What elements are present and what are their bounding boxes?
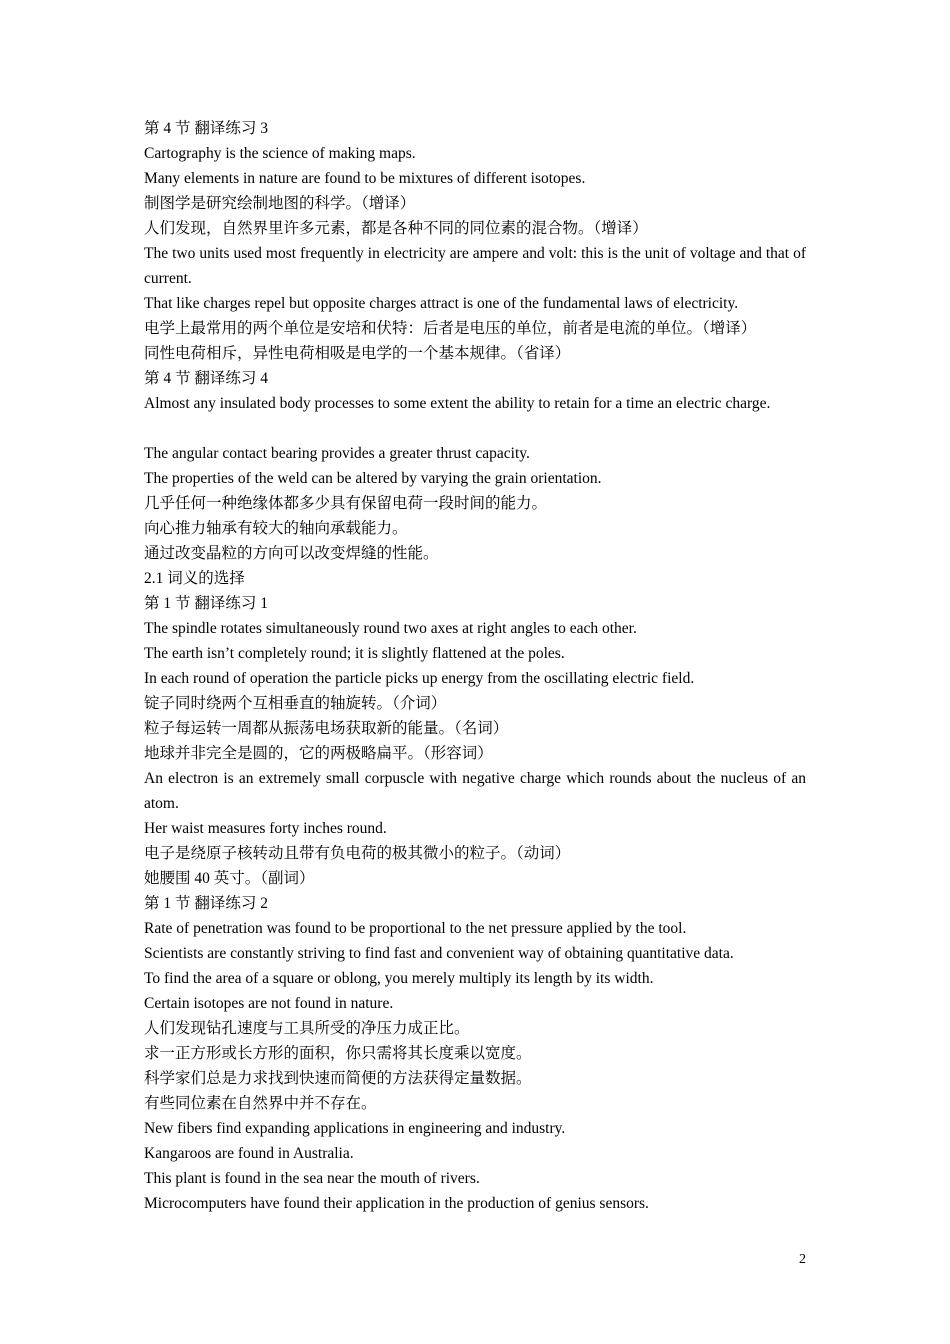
english-sentence: To find the area of a square or oblong, you merely multiply its length by its width. xyxy=(144,970,654,987)
chinese-translation: 锭子同时绕两个互相垂直的轴旋转。（介词） xyxy=(144,695,447,712)
chinese-translation: 几乎任何一种绝缘体都多少具有保留电荷一段时间的能力。 xyxy=(144,495,548,512)
english-sentence: That like charges repel but opposite charges attract is one of the fundamental laws of electricity. xyxy=(144,295,739,312)
english-sentence: The angular contact bearing provides a greater thrust capacity. xyxy=(144,445,530,462)
chinese-translation: 向心推力轴承有较大的轴向承载能力。 xyxy=(144,520,408,537)
chinese-translation: 科学家们总是力求找到快速而简便的方法获得定量数据。 xyxy=(144,1070,532,1087)
page-number: 2 xyxy=(799,1252,806,1267)
english-sentence: Kangaroos are found in Australia. xyxy=(144,1145,354,1162)
chapter-heading: 2.1 词义的选择 xyxy=(144,570,245,587)
chinese-translation: 制图学是研究绘制地图的科学。（增译） xyxy=(144,195,416,212)
english-sentence: Certain isotopes are not found in nature. xyxy=(144,995,394,1012)
chinese-translation: 求一正方形或长方形的面积，你只需将其长度乘以宽度。 xyxy=(144,1045,532,1062)
english-sentence: Many elements in nature are found to be mixtures of different isotopes. xyxy=(144,170,586,187)
chinese-translation: 人们发现钻孔速度与工具所受的净压力成正比。 xyxy=(144,1020,470,1037)
chinese-translation: 同性电荷相斥，异性电荷相吸是电学的一个基本规律。（省译） xyxy=(144,345,571,362)
english-sentence: The earth isn’t completely round; it is slightly flattened at the poles. xyxy=(144,645,565,662)
chinese-translation: 她腰围 40 英寸。（副词） xyxy=(144,870,315,887)
page-body xyxy=(144,116,806,1216)
english-sentence: Scientists are constantly striving to find fast and convenient way of obtaining quantitative data. xyxy=(144,945,734,962)
chinese-translation: 通过改变晶粒的方向可以改变焊缝的性能。 xyxy=(144,545,439,562)
english-sentence: New fibers find expanding applications in engineering and industry. xyxy=(144,1120,566,1137)
section-heading: 第 4 节 翻译练习 4 xyxy=(144,370,269,387)
english-sentence: Her waist measures forty inches round. xyxy=(144,820,387,837)
english-sentence: Cartography is the science of making maps. xyxy=(144,145,416,162)
chinese-translation: 粒子每运转一周都从振荡电场获取新的能量。（名词） xyxy=(144,720,509,737)
english-sentence: An electron is an extremely small corpuscle with negative charge which rounds about the nucleus of an atom. xyxy=(144,770,806,812)
chinese-translation: 电子是绕原子核转动且带有负电荷的极其微小的粒子。（动词） xyxy=(144,845,571,862)
chinese-translation: 电学上最常用的两个单位是安培和伏特：后者是电压的单位，前者是电流的单位。（增译） xyxy=(144,320,757,337)
section-heading: 第 1 节 翻译练习 1 xyxy=(144,595,269,612)
english-sentence: The two units used most frequently in electricity are ampere and volt: this is the unit of voltage and that of current. xyxy=(144,245,806,287)
english-sentence: The properties of the weld can be altered by varying the grain orientation. xyxy=(144,470,602,487)
english-sentence: This plant is found in the sea near the mouth of rivers. xyxy=(144,1170,480,1187)
english-sentence: Microcomputers have found their application in the production of genius sensors. xyxy=(144,1195,649,1212)
section-heading: 第 1 节 翻译练习 2 xyxy=(144,895,269,912)
chinese-translation: 有些同位素在自然界中并不存在。 xyxy=(144,1095,377,1112)
english-sentence: Rate of penetration was found to be proportional to the net pressure applied by the tool. xyxy=(144,920,687,937)
chinese-translation: 地球并非完全是圆的，它的两极略扁平。（形容词） xyxy=(144,745,493,762)
section-heading: 第 4 节 翻译练习 3 xyxy=(144,120,269,137)
chinese-translation: 人们发现，自然界里许多元素，都是各种不同的同位素的混合物。（增译） xyxy=(144,220,648,237)
english-sentence: Almost any insulated body processes to some extent the ability to retain for a time an electric charge. xyxy=(144,395,771,412)
english-sentence: In each round of operation the particle picks up energy from the oscillating electric field. xyxy=(144,670,695,687)
english-sentence: The spindle rotates simultaneously round two axes at right angles to each other. xyxy=(144,620,637,637)
